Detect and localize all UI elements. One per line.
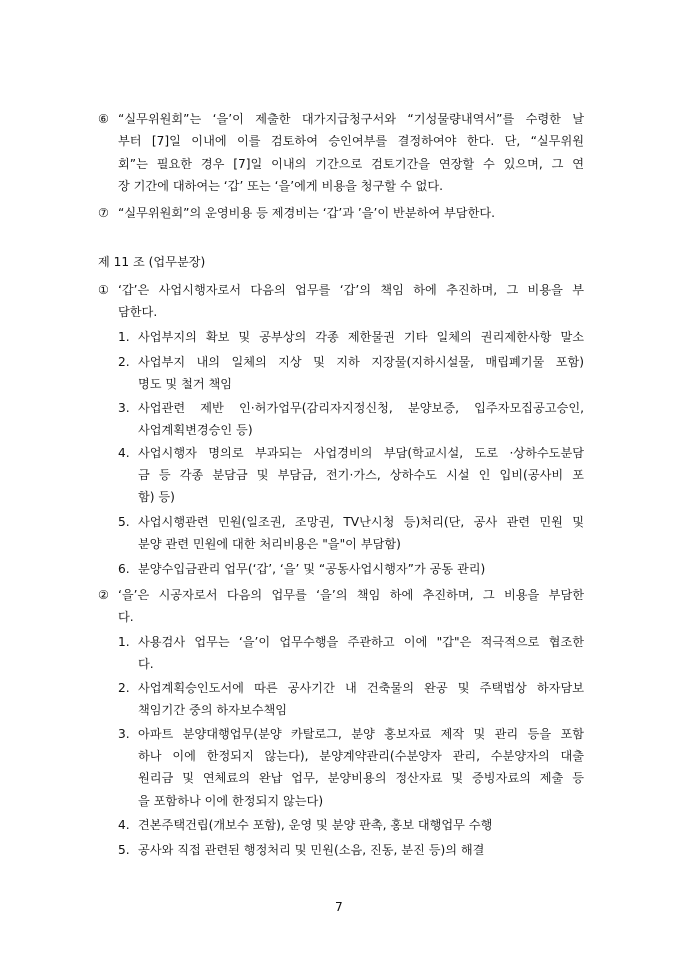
para-1-item-5-number: 5. [118,515,130,529]
para-2-line-2: 다. [118,610,134,624]
item-6-line-4: 장 기간에 대하여는 ‘갑’ 또는 ‘을’에게 비용을 청구할 수 없다. [118,179,444,193]
para-1-item-3-number: 3. [118,401,130,415]
para-1-item-5-line-1: 사업시행관련 민원(일조권, 조망권, TV난시청 등)처리(단, 공사 관련 민원 및 [138,515,584,529]
para-2-item-3-line-4: 을 포함하나 이에 한정되지 않는다) [138,794,324,808]
para-2-item-5-line-1: 공사와 직접 관련된 행정처리 및 민원(소음, 진동, 분진 등)의 해결 [138,843,485,857]
para-2-line-1: ‘을’은 시공자로서 다음의 업무를 ‘을’의 책임 하에 추진하며, 그 비용을 부담한 [118,588,584,602]
para-1-item-4-number: 4. [118,446,130,460]
para-2-item-4-line-1: 견본주택건립(개보수 포함), 운영 및 분양 판촉, 홍보 대행업무 수행 [138,818,493,832]
para-2-item-1-number: 1. [118,635,130,649]
page-number: 7 [335,900,343,914]
para-1-line-1: ‘갑’은 사업시행자로서 다음의 업무를 ‘갑’의 책임 하에 추진하며, 그 비용을 부 [118,283,584,297]
para-2-item-4-number: 4. [118,818,130,832]
para-2-item-5-number: 5. [118,843,130,857]
item-7-marker: ⑦ [98,206,109,220]
para-1-item-2-line-1: 사업부지 내의 일체의 지상 및 지하 지장물(지하시설물, 매립폐기물 포함) [138,355,584,369]
para-1-item-1-number: 1. [118,330,130,344]
para-2-item-2-line-1: 사업계획승인도서에 따른 공사기간 내 건축물의 완공 및 주택법상 하자담보 [138,681,584,695]
item-6-marker: ⑥ [98,112,109,126]
article-heading: 제 11 조 (업무분장) [98,255,206,269]
para-1-item-6-number: 6. [118,562,130,576]
para-1-item-3-line-1: 사업관련 제반 인·허가업무(감리자지정신청, 분양보증, 입주자모집공고승인, [138,401,584,415]
para-1-item-3-line-2: 사업계획변경승인 등) [138,423,253,437]
para-2-marker: ② [98,588,109,602]
para-1-marker: ① [98,283,109,297]
para-2-item-1-line-2: 다. [138,657,154,671]
para-1-item-2-line-2: 명도 및 철거 책임 [138,377,233,391]
para-2-item-3-line-3: 원리금 및 연체료의 완납 업무, 분양비용의 정산자료 및 증빙자료의 제출 등 [138,771,584,785]
para-1-item-1-line-1: 사업부지의 확보 및 공부상의 각종 제한물권 기타 일체의 권리제한사항 말소 [138,330,584,344]
para-1-item-2-number: 2. [118,355,130,369]
item-6-line-3: 회”는 필요한 경우 [7]일 이내의 기간으로 검토기간을 연장할 수 있으며, 그 연 [118,157,584,171]
para-2-item-3-number: 3. [118,727,130,741]
para-2-item-2-line-2: 책임기간 중의 하자보수책임 [138,703,288,717]
item-7-line-1: “실무위원회”의 운영비용 등 제경비는 ‘갑’과 ’을’이 반분하여 부담한다. [118,206,495,220]
para-1-item-5-line-2: 분양 관련 민원에 대한 처리비용은 "을"이 부담함) [138,537,401,551]
para-2-item-1-line-1: 사용검사 업무는 ‘을’이 업무수행을 주관하고 이에 "갑"은 적극적으로 협조한 [138,635,584,649]
para-2-item-2-number: 2. [118,681,130,695]
para-1-item-4-line-2: 금 등 각종 분담금 및 부담금, 전기·가스, 상하수도 시설 인 입비(공사비 포 [138,468,584,482]
item-6-line-1: “실무위원회”는 ‘을’이 제출한 대가지급청구서와 “기성물량내역서”를 수령한 날 [118,112,584,126]
para-1-item-4-line-3: 함) 등) [138,490,175,504]
para-2-item-3-line-1: 아파트 분양대행업무(분양 카탈로그, 분양 홍보자료 제작 및 관리 등을 포함 [138,727,584,741]
para-1-line-2: 담한다. [118,305,158,319]
para-2-item-3-line-2: 하나 이에 한정되지 않는다), 분양계약관리(수분양자 관리, 수분양자의 대출 [138,749,584,763]
para-1-item-6-line-1: 분양수입금관리 업무(‘갑’, ‘을’ 및 “공동사업시행자”가 공동 관리) [138,562,486,576]
item-6-line-2: 부터 [7]일 이내에 이를 검토하여 승인여부를 결정하여야 한다. 단, “실무위원 [118,134,584,148]
para-1-item-4-line-1: 사업시행자 명의로 부과되는 사업경비의 부담(학교시설, 도로 ·상하수도분담 [138,446,584,460]
